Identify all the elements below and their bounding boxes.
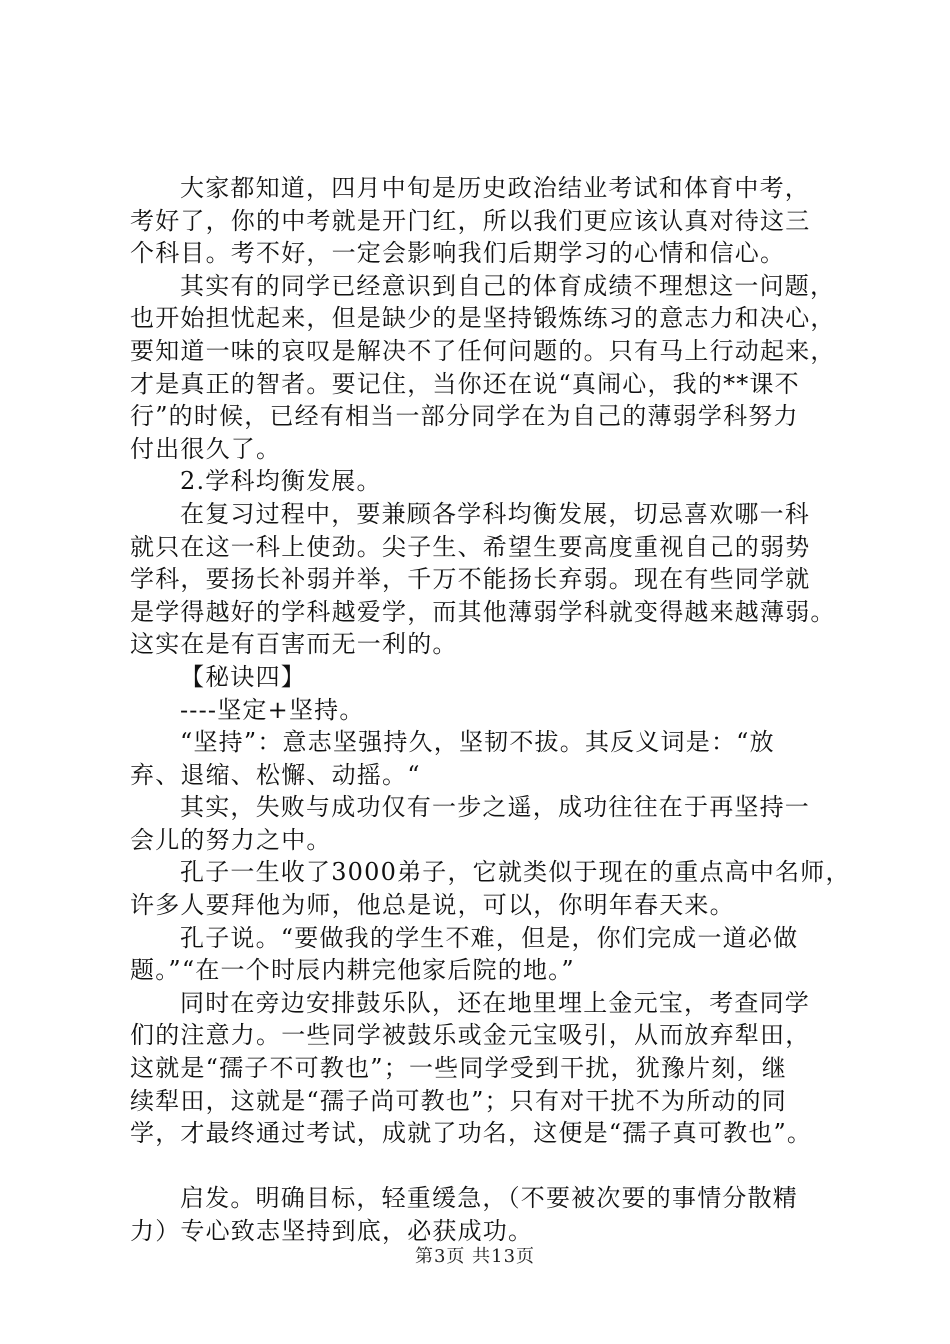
paragraph-line: 许多人要拜他为师，他总是说，可以，你明年春天来。 — [130, 891, 735, 920]
paragraph-line: 就只在这一科上使劲。尖子生、希望生要高度重视自己的弱势 — [130, 532, 811, 561]
paragraph-line: 其实，失败与成功仅有一步之遥，成功往往在于再坚持一 — [180, 793, 810, 822]
paragraph-line: 大家都知道，四月中旬是历史政治结业考试和体育中考， — [180, 174, 810, 202]
paragraph-line: 会儿的努力之中。 — [130, 825, 332, 854]
paragraph-line: 其实有的同学已经意识到自己的体育成绩不理想这一问题， — [180, 271, 836, 300]
paragraph-line: 个科目。考不好，一定会影响我们后期学习的心情和信心。 — [130, 239, 786, 268]
page-number-footer: 第3页 共13页 — [414, 1246, 536, 1267]
paragraph-line: 续犁田，这就是“孺子尚可教也”；只有对干扰不为所动的同 — [130, 1086, 787, 1115]
paragraph-line: 题。”“在一个时辰内耕完他家后院的地。” — [130, 956, 575, 985]
paragraph-line: 要知道一味的哀叹是解决不了任何问题的。只有马上行动起来， — [130, 336, 836, 365]
paragraph-line: 这就是“孺子不可教也”；一些同学受到干扰，犹豫片刻，继 — [130, 1054, 787, 1083]
paragraph-line: 行”的时候，已经有相当一部分同学在为自己的薄弱学科努力 — [130, 402, 799, 431]
paragraph-line: “坚持”：意志坚强持久，坚韧不拔。其反义词是：“放 — [180, 728, 775, 757]
paragraph-line: 考好了，你的中考就是开门红，所以我们更应该认真对待这三 — [130, 206, 811, 235]
paragraph-line: 启发。明确目标，轻重缓急，（不要被次要的事情分散精 — [180, 1184, 798, 1213]
paragraph-line: 孔子说。“要做我的学生不难，但是，你们完成一道必做 — [180, 923, 799, 952]
paragraph-line: 学，才最终通过考试，成就了功名，这便是“孺子真可教也”。 — [130, 1119, 813, 1148]
section-subheading: ----坚定+坚持。 — [180, 695, 365, 724]
paragraph-line: 学科，要扬长补弱并举，千万不能扬长弃弱。现在有些同学就 — [130, 565, 811, 594]
paragraph-line: 同时在旁边安排鼓乐队，还在地里埋上金元宝，考查同学 — [180, 988, 810, 1017]
section-heading: 【秘诀四】 — [180, 662, 306, 691]
paragraph-line: 力）专心致志坚持到底，必获成功。 — [130, 1217, 534, 1245]
paragraph-line: 也开始担忧起来，但是缺少的是坚持锻炼练习的意志力和决心， — [130, 304, 836, 333]
paragraph-line: 弃、退缩、松懈、动摇。“ — [130, 760, 421, 789]
paragraph-line: 付出很久了。 — [130, 434, 282, 463]
paragraph-line: 这实在是有百害而无一利的。 — [130, 630, 458, 659]
section-heading: 2.学科均衡发展。 — [180, 467, 382, 496]
paragraph-line: 是学得越好的学科越爱学，而其他薄弱学科就变得越来越薄弱。 — [130, 597, 836, 626]
document-body — [130, 172, 870, 1248]
blank-line — [130, 1150, 870, 1183]
paragraph-line: 在复习过程中，要兼顾各学科均衡发展，切忌喜欢哪一科 — [180, 499, 810, 528]
paragraph-line: 才是真正的智者。要记住，当你还在说“真闹心，我的**课不 — [130, 369, 800, 398]
paragraph-line: 孔子一生收了3000弟子，它就类似于现在的重点高中名师， — [180, 858, 851, 887]
paragraph-line: 们的注意力。一些同学被鼓乐或金元宝吸引，从而放弃犁田， — [130, 1021, 811, 1050]
